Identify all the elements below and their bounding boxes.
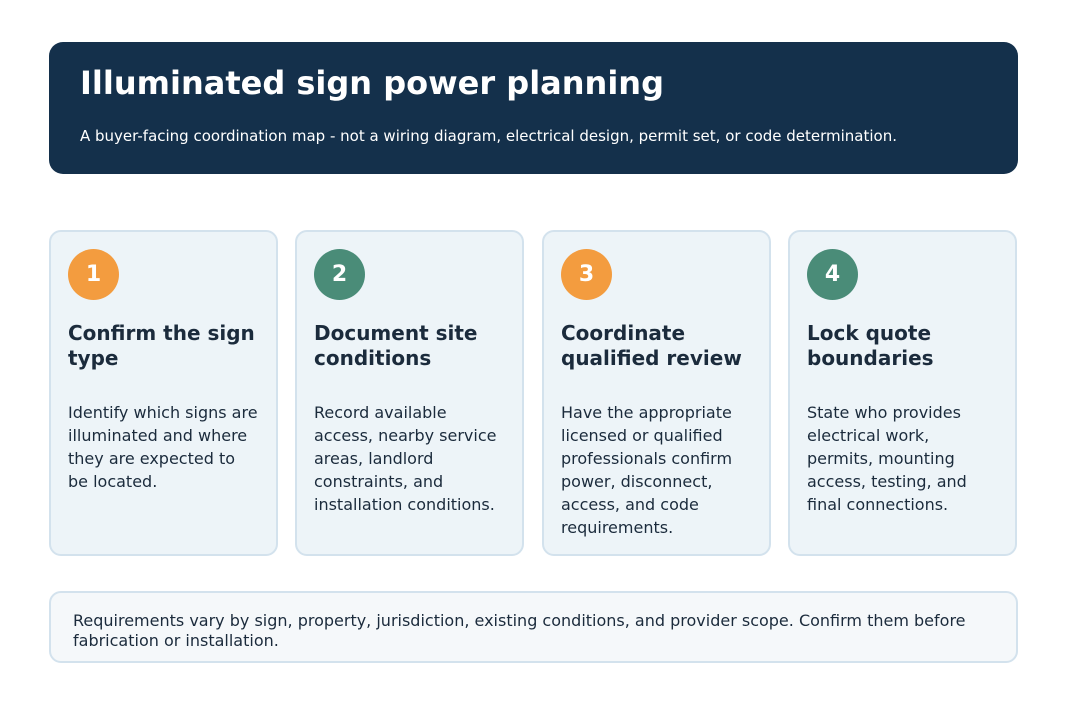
step-number-badge: 2 (314, 249, 365, 300)
step-card-lock-quote-boundaries (788, 230, 1017, 556)
header-banner (49, 42, 1018, 174)
step-number-badge: 4 (807, 249, 858, 300)
step-description: Have the appropriate licensed or qualified professionals confirm power, disconnect, access, and code requirements. (561, 403, 733, 537)
page-title: Illuminated sign power planning (80, 64, 664, 102)
step-title: Coordinate qualified review (561, 321, 742, 370)
step-description: Identify which signs are illuminated and where they are expected to be located. (68, 403, 258, 491)
step-description: Record available access, nearby service areas, landlord constraints, and installation conditions. (314, 403, 497, 514)
step-card-document-site-conditions (295, 230, 524, 556)
step-card-confirm-sign-type (49, 230, 278, 556)
step-title: Lock quote boundaries (807, 321, 934, 370)
step-card-coordinate-qualified-review (542, 230, 771, 556)
disclaimer-note: Requirements vary by sign, property, jurisdiction, existing conditions, and provider scope. Confirm them before fabrication or installation. (49, 591, 1018, 663)
steps-row (49, 230, 1018, 556)
step-title: Document site conditions (314, 321, 478, 370)
step-description: State who provides electrical work, permits, mounting access, testing, and final connections. (807, 403, 967, 514)
step-number-badge: 1 (68, 249, 119, 300)
step-title: Confirm the sign type (68, 321, 255, 370)
page-subtitle: A buyer-facing coordination map - not a wiring diagram, electrical design, permit set, or code determination. (80, 127, 898, 145)
step-number-badge: 3 (561, 249, 612, 300)
